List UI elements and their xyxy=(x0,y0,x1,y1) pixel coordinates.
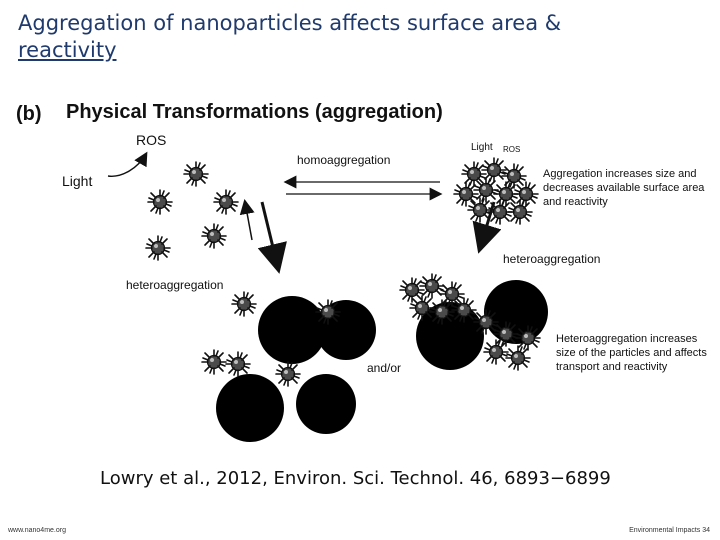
up-arrow-left xyxy=(245,202,252,240)
nanoparticle xyxy=(214,190,238,214)
footer-page: Environmental Impacts 34 xyxy=(629,527,710,534)
light-to-ros-arrow xyxy=(108,154,146,176)
aggregation-figure xyxy=(0,90,720,460)
citation: Lowry et al., 2012, Environ. Sci. Technol. 46, 6893−6899 xyxy=(100,468,611,489)
figure-canvas xyxy=(0,90,720,460)
light-label-right: Light xyxy=(471,142,493,153)
ros-label: ROS xyxy=(136,132,167,148)
nanoparticle xyxy=(316,300,340,324)
nanoparticle xyxy=(146,236,170,260)
aggregation-note xyxy=(543,168,705,208)
andor-label: and/or xyxy=(367,361,402,375)
note-line: Heteroaggregation increases xyxy=(556,333,698,345)
heteroaggregation-note xyxy=(556,333,707,373)
note-line: transport and reactivity xyxy=(556,361,668,373)
nanoparticle xyxy=(508,200,532,224)
slide-title xyxy=(18,10,658,64)
note-line: decreases available surface area xyxy=(543,182,705,194)
left-heteroaggregates xyxy=(202,292,376,442)
nanoparticle xyxy=(202,224,226,248)
ros-label-right: ROS xyxy=(503,145,521,154)
nanoparticle xyxy=(516,326,540,350)
nanoparticle xyxy=(440,282,464,306)
nanoparticle xyxy=(514,182,538,206)
heteroaggregation-label-right: heteroaggregation xyxy=(503,252,601,266)
right-heteroaggregates xyxy=(400,274,548,370)
nanoparticle xyxy=(232,292,256,316)
nanoparticle xyxy=(430,300,454,324)
nanoparticle xyxy=(202,350,226,374)
large-particle xyxy=(296,374,356,434)
heteroaggregation-arrow-left xyxy=(262,202,278,268)
title-line-2: reactivity xyxy=(18,38,117,62)
note-line: size of the particles and affects xyxy=(556,347,707,359)
title-line-1: Aggregation of nanoparticles affects surface area & xyxy=(18,11,562,35)
large-particle xyxy=(216,374,284,442)
homoaggregation-label: homoaggregation xyxy=(297,153,391,167)
figure-heading: Physical Transformations (aggregation) xyxy=(66,101,443,123)
nanoparticle xyxy=(148,190,172,214)
footer-url: www.nano4me.org xyxy=(8,527,66,534)
note-line: Aggregation increases size and xyxy=(543,168,697,180)
nanoparticle xyxy=(506,346,530,370)
heteroaggregation-label-left: heteroaggregation xyxy=(126,278,224,292)
note-line: and reactivity xyxy=(543,196,608,208)
panel-label: (b) xyxy=(16,103,42,125)
light-label: Light xyxy=(62,173,93,189)
homoaggregate-cluster xyxy=(454,158,538,224)
nanoparticle xyxy=(484,340,508,364)
dispersed-nanoparticles xyxy=(146,162,238,260)
large-particle xyxy=(258,296,326,364)
nanoparticle xyxy=(452,298,476,322)
nanoparticle xyxy=(226,352,250,376)
nanoparticle xyxy=(184,162,208,186)
nanoparticle xyxy=(276,362,300,386)
nanoparticle xyxy=(494,322,518,346)
